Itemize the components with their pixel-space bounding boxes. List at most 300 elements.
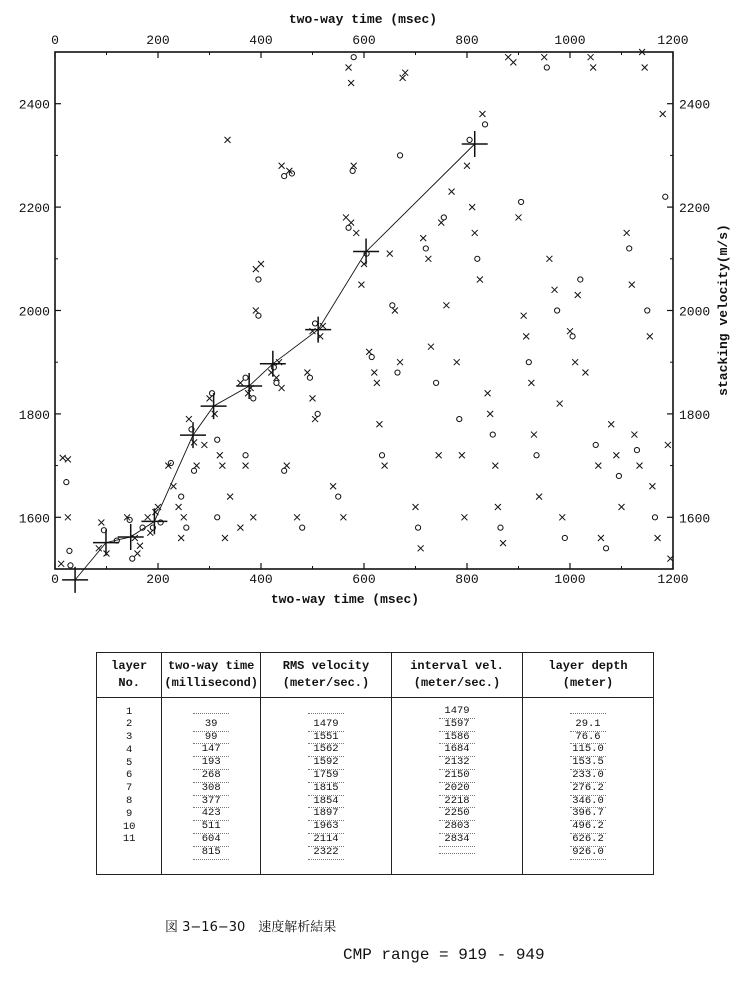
scatter-circle-point (578, 277, 583, 282)
scatter-x-point (575, 292, 581, 298)
scatter-circle-point (191, 468, 196, 473)
x-tick-label-bottom: 800 (455, 572, 479, 587)
header-line1: RMS velocity (282, 659, 370, 673)
scatter-x-point (436, 452, 442, 458)
x-tick-label-top: 600 (352, 33, 376, 48)
x-tick-label-bottom: 600 (352, 572, 376, 587)
figure-caption: 図 3−16−30 速度解析結果 (165, 920, 337, 935)
velocity-pick-cross (141, 508, 167, 534)
scatter-x-point (219, 463, 225, 469)
scatter-x-point (660, 111, 666, 117)
x-tick-label-bottom: 400 (249, 572, 273, 587)
cell-value: 153.5 (570, 757, 606, 770)
scatter-x-point (194, 463, 200, 469)
x-tick-label-bottom: 200 (146, 572, 170, 587)
scatter-x-point (392, 308, 398, 314)
x-axis-title: two-way time (msec) (270, 592, 420, 607)
scatter-x-point (343, 214, 349, 220)
table-row (97, 796, 654, 809)
scatter-circle-point (274, 380, 279, 385)
scatter-x-point (207, 395, 213, 401)
scatter-circle-point (300, 525, 305, 530)
scatter-x-point (464, 163, 470, 169)
scatter-x-point (181, 514, 187, 520)
scatter-x-point (60, 455, 66, 461)
scatter-circle-point (498, 525, 503, 530)
scatter-x-point (420, 235, 426, 241)
scatter-x-point (225, 137, 231, 143)
cell-value: 1551 (308, 732, 344, 745)
y-tick-label-right: 2000 (679, 304, 711, 320)
header-line2: (meter/sec.) (413, 676, 501, 690)
table-row (97, 821, 654, 834)
axis-ticks (19, 33, 710, 587)
cell-no: 1 (97, 698, 162, 719)
scatter-x-point (624, 230, 630, 236)
cell-no: 11 (97, 834, 162, 847)
table-row (97, 719, 654, 732)
cell-value: 233.0 (570, 770, 606, 783)
cell-value: 1684 (439, 744, 475, 757)
scatter-circle-point (518, 199, 523, 204)
scatter-x-point (479, 111, 485, 117)
cell-value: 423 (193, 808, 229, 821)
scatter-circle-point (475, 256, 480, 261)
plot-frame (55, 52, 673, 569)
scatter-x-point (374, 380, 380, 386)
scatter-circle-point (390, 303, 395, 308)
header-line2: No. (118, 676, 140, 690)
cell-value: 1897 (308, 808, 344, 821)
cell-interval (392, 834, 523, 847)
cell-value: 1562 (308, 744, 344, 757)
cell-value: 99 (193, 732, 229, 745)
scatter-x-point (428, 344, 434, 350)
scatter-x-point (613, 452, 619, 458)
cell-value: 1597 (439, 719, 475, 732)
cell-value: 2132 (439, 757, 475, 770)
scatter-x-point (598, 535, 604, 541)
cell-rms (261, 847, 392, 874)
scatter-x-point (567, 328, 573, 334)
cell-interval (392, 719, 523, 732)
scatter-x-point (541, 54, 547, 60)
scatter-circle-point (562, 535, 567, 540)
scatter-x-point (425, 256, 431, 262)
scatter-x-point (397, 359, 403, 365)
scatter-x-point (284, 463, 290, 469)
scatter-x-point (250, 514, 256, 520)
scatter-x-point (145, 514, 151, 520)
cell-value: 2114 (308, 834, 344, 847)
cell-value: 29.1 (570, 719, 606, 732)
scatter-circle-point (423, 246, 428, 251)
table-row (97, 732, 654, 745)
scatter-x-point (358, 282, 364, 288)
header-line1: layer (111, 659, 148, 673)
scatter-x-point (582, 370, 588, 376)
cell-value: 926.0 (570, 847, 606, 860)
scatter-circle-point (215, 515, 220, 520)
scatter-x-point (438, 220, 444, 226)
table-header-cell (261, 653, 392, 698)
scatter-x-point (485, 390, 491, 396)
scatter-x-point (619, 504, 625, 510)
cell-value: 2020 (439, 783, 475, 796)
scatter-circle-point (251, 396, 256, 401)
scatter-x-point (340, 514, 346, 520)
cell-value (308, 713, 344, 714)
header-line1: interval vel. (410, 659, 504, 673)
scatter-x-point (500, 540, 506, 546)
scatter-x-point (98, 519, 104, 525)
scatter-circle-point (593, 442, 598, 447)
cell-value: 76.6 (570, 732, 606, 745)
scatter-circle-point (627, 246, 632, 251)
scatter-circle-point (570, 334, 575, 339)
scatter-x-point (186, 416, 192, 422)
scatter-x-point (351, 163, 357, 169)
scatter-x-point (487, 411, 493, 417)
cell-time (162, 834, 261, 847)
table-row (97, 834, 654, 847)
x-tick-label-bottom: 0 (51, 572, 59, 587)
y-tick-label-left: 2400 (18, 97, 50, 113)
scatter-circle-point (312, 321, 317, 326)
table-body (97, 698, 654, 875)
scatter-x-point (665, 442, 671, 448)
cell-value: 147 (193, 744, 229, 757)
scatter-circle-point (243, 453, 248, 458)
scatter-x-point (201, 442, 207, 448)
cell-time (162, 770, 261, 783)
cell-value: 1854 (308, 796, 344, 809)
table-header-cell (97, 653, 162, 698)
scatter-x-point (348, 220, 354, 226)
cell-time (162, 783, 261, 796)
scatter-x-point (134, 550, 140, 556)
scatter-x-point (608, 421, 614, 427)
scatter-circle-point (282, 173, 287, 178)
cell-value: 2150 (439, 770, 475, 783)
cell-interval (392, 698, 523, 719)
cell-value: 1815 (308, 783, 344, 796)
velocity-pick-cross (62, 567, 88, 593)
scatter-x-point (191, 439, 197, 445)
scatter-x-point (588, 54, 594, 60)
scatter-circle-point (457, 416, 462, 421)
scatter-circle-point (526, 360, 531, 365)
scatter-x-point (557, 401, 563, 407)
table-row (97, 847, 654, 874)
scatter-circle-point (130, 556, 135, 561)
y-tick-label-left: 2200 (18, 201, 50, 217)
cell-value (570, 713, 606, 714)
table-header-cell (162, 653, 261, 698)
x-tick-label-top: 800 (455, 33, 479, 48)
scatter-circle-point (351, 55, 356, 60)
cell-value: 2322 (308, 847, 344, 860)
y-tick-label-right: 1600 (679, 511, 711, 527)
scatter-circle-point (534, 453, 539, 458)
cell-value: 346.0 (570, 796, 606, 809)
cell-value: 815 (193, 847, 229, 860)
scatter-circle-point (315, 411, 320, 416)
cell-rms (261, 783, 392, 796)
scatter-circle-point (346, 225, 351, 230)
cell-depth (523, 698, 654, 719)
cell-value: 1479 (439, 706, 475, 719)
x-tick-label-top: 0 (51, 33, 59, 48)
cell-depth (523, 719, 654, 732)
x-tick-label-top: 1000 (554, 33, 586, 48)
scatter-x-point (382, 463, 388, 469)
scatter-x-point (279, 385, 285, 391)
scatter-x-point (595, 463, 601, 469)
scatter-circle-point (215, 437, 220, 442)
scatter-x-point (243, 463, 249, 469)
scatter-x-point (330, 483, 336, 489)
scatter-x-point (469, 204, 475, 210)
table-row (97, 808, 654, 821)
scatter-x-point (413, 504, 419, 510)
cmp-range-label: CMP range = 919 - 949 (343, 946, 545, 964)
y-tick-label-left: 1800 (18, 407, 50, 423)
scatter-circle-point (256, 277, 261, 282)
scatter-x-point (443, 302, 449, 308)
table-header-row (97, 653, 654, 698)
header-line2: (meter) (562, 676, 614, 690)
scatter-x-point (449, 189, 455, 195)
scatter-circle-point (243, 375, 248, 380)
scatter-circle-point (434, 380, 439, 385)
scatter-x-point (495, 504, 501, 510)
cell-value: 496.2 (570, 821, 606, 834)
scatter-x-point (631, 432, 637, 438)
scatter-circle-point (184, 525, 189, 530)
cell-value: 626.2 (570, 834, 606, 847)
scatter-circle-point (64, 480, 69, 485)
cell-depth (523, 834, 654, 847)
scatter-x-point (572, 359, 578, 365)
scatter-x-point (312, 416, 318, 422)
scatter-x-point (387, 251, 393, 257)
scatter-circle-point (379, 453, 384, 458)
scatter-circle-point (158, 520, 163, 525)
scatter-x-point (304, 370, 310, 376)
cell-value: 268 (193, 770, 229, 783)
scatter-circle-point (256, 313, 261, 318)
cell-no (97, 847, 162, 874)
velocity-pick-cross (305, 317, 331, 343)
scatter-circle-point (645, 308, 650, 313)
cell-no: 8 (97, 796, 162, 809)
scatter-x-point (137, 543, 143, 549)
scatter-x-point (222, 535, 228, 541)
top-axis-title: two-way time (msec) (288, 12, 438, 27)
cell-value (193, 713, 229, 714)
scatter-x-point (294, 514, 300, 520)
cell-rms (261, 719, 392, 732)
scatter-circle-point (397, 153, 402, 158)
x-tick-label-top: 400 (249, 33, 273, 48)
cell-value: 1759 (308, 770, 344, 783)
scatter-circle-point (67, 548, 72, 553)
scatter-circle-point (271, 365, 276, 370)
y-tick-label-right: 1800 (679, 407, 711, 423)
scatter-x-point (58, 561, 64, 567)
scatter-x-point (590, 65, 596, 71)
cell-value: 39 (193, 719, 229, 732)
scatter-x-point (217, 452, 223, 458)
scatter-circle-point (68, 563, 73, 568)
cell-value: 511 (193, 821, 229, 834)
scatter-x-point (258, 261, 264, 267)
scatter-circle-point (467, 137, 472, 142)
scatter-x-point (546, 256, 552, 262)
scatter-x-point (516, 214, 522, 220)
x-tick-label-bottom: 1000 (554, 572, 586, 587)
scatter-x-point (536, 494, 542, 500)
scatter-x-point (147, 530, 153, 536)
scatter-x-point (649, 483, 655, 489)
cell-depth (523, 770, 654, 783)
scatter-x-point (647, 333, 653, 339)
scatter-circle-point (490, 432, 495, 437)
scatter-circle-point (652, 515, 657, 520)
scatter-x-point (492, 463, 498, 469)
scatter-circle-point (350, 168, 355, 173)
scatter-x-point (279, 163, 285, 169)
cell-value: 1479 (308, 719, 344, 732)
scatter-x-point (253, 266, 259, 272)
scatter-x-point (454, 359, 460, 365)
scatter-circle-point (282, 468, 287, 473)
cell-rms (261, 698, 392, 719)
scatter-x-point (310, 395, 316, 401)
y-axis-title-right: stacking velocity(m/s) (716, 224, 731, 396)
cell-rms (261, 770, 392, 783)
cell-value (439, 853, 475, 854)
cell-interval (392, 783, 523, 796)
cell-no: 4 (97, 744, 162, 757)
header-line2: (meter/sec.) (282, 676, 370, 690)
table-row (97, 770, 654, 783)
scatter-x-point (227, 494, 233, 500)
header-line2: (millisecond) (164, 676, 258, 690)
velocity-pick-cross (93, 530, 119, 556)
scatter-x-point (459, 452, 465, 458)
scatter-x-point (237, 525, 243, 531)
table-header-cell (523, 653, 654, 698)
cell-no: 3 (97, 732, 162, 745)
cell-no: 5 (97, 757, 162, 770)
scatter-x-point (376, 421, 382, 427)
cell-value: 604 (193, 834, 229, 847)
scatter-x-point (178, 535, 184, 541)
cell-interval (392, 770, 523, 783)
scatter-x-point (176, 504, 182, 510)
scatter-circle-point (336, 494, 341, 499)
velocity-picks (62, 131, 488, 593)
scatter-circle-point (603, 546, 608, 551)
scatter-x-point (371, 370, 377, 376)
cell-no: 10 (97, 821, 162, 834)
cell-no: 7 (97, 783, 162, 796)
scatter-circle-point (441, 215, 446, 220)
scatter-circle-point (369, 354, 374, 359)
y-tick-label-right: 2200 (679, 201, 711, 217)
scatter-circle-point (482, 122, 487, 127)
cell-rms (261, 834, 392, 847)
y-tick-label-right: 2400 (679, 97, 711, 113)
cell-time (162, 847, 261, 874)
cell-depth (523, 847, 654, 874)
velocity-pick-cross (201, 393, 227, 419)
table-row (97, 783, 654, 796)
cell-no: 9 (97, 808, 162, 821)
y-tick-label-left: 2000 (18, 304, 50, 320)
velocity-pick-line (75, 144, 475, 580)
scatter-x-point (366, 349, 372, 355)
y-tick-label-left: 1600 (18, 511, 50, 527)
scatter-circle-point (415, 525, 420, 530)
cell-value: 377 (193, 796, 229, 809)
cell-value: 2218 (439, 796, 475, 809)
scatter-circle-point (307, 375, 312, 380)
cell-value: 1592 (308, 757, 344, 770)
cell-value: 2250 (439, 808, 475, 821)
header-line1: layer depth (548, 659, 628, 673)
x-tick-label-top: 1200 (657, 33, 689, 48)
scatter-x-point (521, 313, 527, 319)
cell-value: 2803 (439, 821, 475, 834)
cell-time (162, 719, 261, 732)
scatter-x-point (353, 230, 359, 236)
cell-time (162, 698, 261, 719)
cell-value: 193 (193, 757, 229, 770)
cell-depth (523, 783, 654, 796)
velocity-pick-cross (180, 422, 206, 448)
scatter-circle-point (634, 447, 639, 452)
scatter-x-point (510, 59, 516, 65)
scatter-x-point (477, 276, 483, 282)
scatter-circle-point (544, 65, 549, 70)
velocity-results-table (96, 652, 654, 875)
table-row (97, 744, 654, 757)
scatter-x-point (346, 65, 352, 71)
scatter-circle-point (663, 194, 668, 199)
table-row (97, 757, 654, 770)
scatter-x-point (523, 333, 529, 339)
scatter-x-point (237, 380, 243, 386)
scatter-x-point (655, 535, 661, 541)
cell-value: 115.0 (570, 744, 606, 757)
scatter-x-point (65, 456, 71, 462)
scatter-circle-point (395, 370, 400, 375)
scatter-x-point (505, 54, 511, 60)
scatter-x-point (642, 65, 648, 71)
scatter-x-point (528, 380, 534, 386)
scatter-x-point (418, 545, 424, 551)
scatter-x-point (472, 230, 478, 236)
scatter-x-point (348, 80, 354, 86)
scatter-x-point (65, 514, 71, 520)
scatter-x-point (552, 287, 558, 293)
scatter-circle-point (179, 494, 184, 499)
cell-no: 2 (97, 719, 162, 732)
scatter-x-point (253, 308, 259, 314)
